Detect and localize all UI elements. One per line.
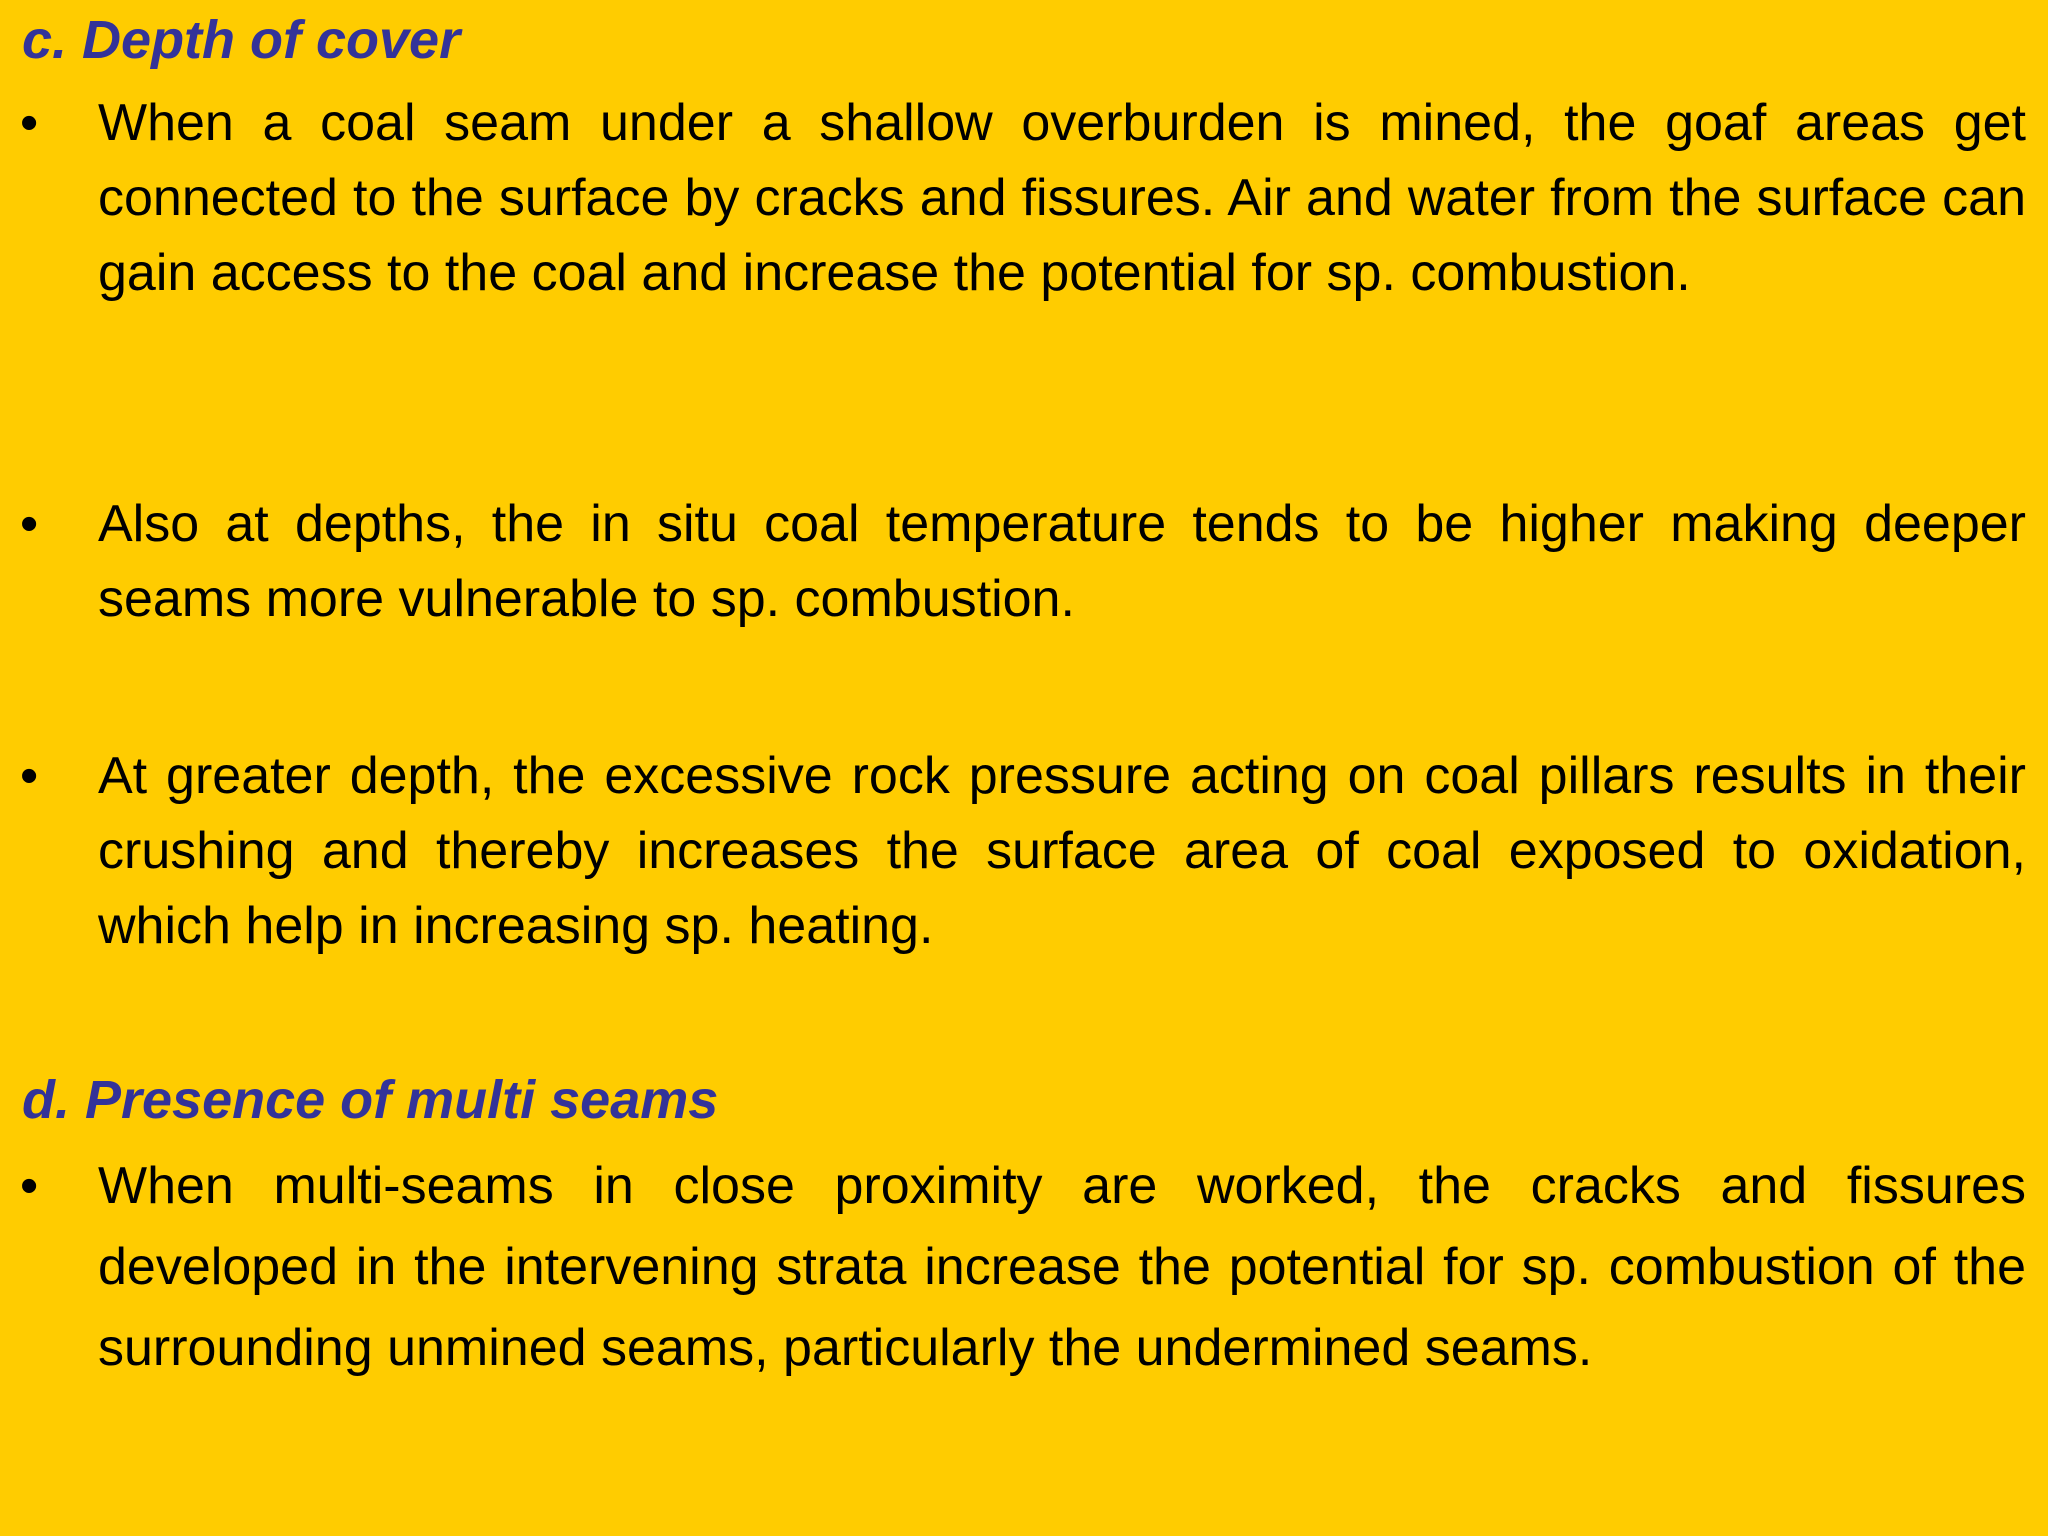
bullet-text: When multi-seams in close proximity are worked, the cracks and fissures developed in the intervening strata increase the potential for sp. combustion of the surrounding unmined seams, particularly the undermined seams. [98,1157,2026,1377]
bullet-marker: • [20,94,39,152]
bullet-text: Also at depths, the in situ coal temperature tends to be higher making deeper seams more vulnerable to sp. combustion. [98,495,2026,628]
section-heading-depth-of-cover: c. Depth of cover [22,10,461,70]
bullet-text: When a coal seam under a shallow overburden is mined, the goaf areas get connected to the surface by cracks and fissures. Air and water from the surface can gain access to the coal and increase the potential for sp. combustion. [98,94,2026,302]
bullet-marker: • [20,1157,39,1215]
section-heading-multi-seams: d. Presence of multi seams [22,1070,719,1130]
bullet-text: At greater depth, the excessive rock pressure acting on coal pillars results in their crushing and thereby increases the surface area of coal exposed to oxidation, which help in increasing sp. heating. [98,747,2026,955]
bullet-marker: • [20,747,39,805]
bullet-marker: • [20,495,39,553]
